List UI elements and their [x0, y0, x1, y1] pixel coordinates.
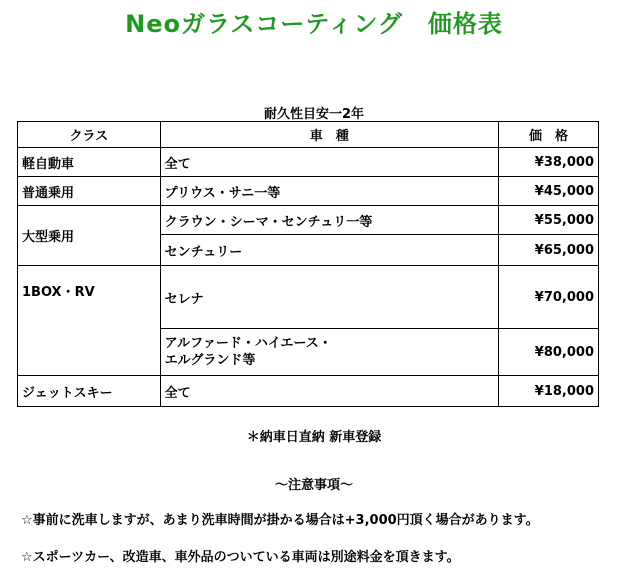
class-cell: ジェットスキー [18, 376, 161, 407]
price-cell: ¥70,000 [498, 266, 598, 329]
header-price: 価 格 [498, 122, 598, 148]
table-row [18, 148, 599, 177]
model-cell: 全て [160, 376, 498, 407]
price-table [17, 121, 599, 407]
table-header-row [18, 122, 599, 148]
model-cell: アルファード・ハイエース・ エルグランド等 [160, 329, 498, 376]
price-cell: ¥65,000 [498, 235, 598, 266]
class-cell: 大型乗用 [18, 206, 161, 266]
caution-item: ☆事前に洗車しますが、あまり洗車時間が掛かる場合は+3,000円頂く場合があります。 [21, 513, 539, 528]
table-row [18, 206, 599, 235]
class-cell [18, 266, 161, 376]
model-cell: プリウス・サニ一等 [160, 177, 498, 206]
durability-subtitle: 耐久性目安一2年 [263, 107, 365, 122]
price-cell: ¥38,000 [498, 148, 598, 177]
caution-title: ～注意事項～ [274, 478, 353, 493]
price-cell: ¥45,000 [498, 177, 598, 206]
model-cell: セレナ [160, 266, 498, 329]
page-title: Neoガラスコーティング 価格表 [125, 10, 503, 38]
delivery-note: ＊納車日直納 新車登録 [246, 430, 382, 445]
model-cell: センチュリー [160, 235, 498, 266]
table-row [18, 266, 599, 329]
table-row [18, 376, 599, 407]
model-cell: クラウン・シーマ・センチュリ一等 [160, 206, 498, 235]
price-cell: ¥55,000 [498, 206, 598, 235]
caution-item: ☆スポーツカー、改造車、車外品のついている車両は別途料金を頂きます。 [21, 550, 460, 565]
price-cell: ¥18,000 [498, 376, 598, 407]
header-class: クラス [18, 122, 161, 148]
class-label: 1BOX・RV [22, 285, 95, 300]
price-cell: ¥80,000 [498, 329, 598, 376]
class-cell: 軽自動車 [18, 148, 161, 177]
class-cell: 普通乗用 [18, 177, 161, 206]
table-row [18, 177, 599, 206]
header-model: 車 種 [160, 122, 498, 148]
model-cell: 全て [160, 148, 498, 177]
